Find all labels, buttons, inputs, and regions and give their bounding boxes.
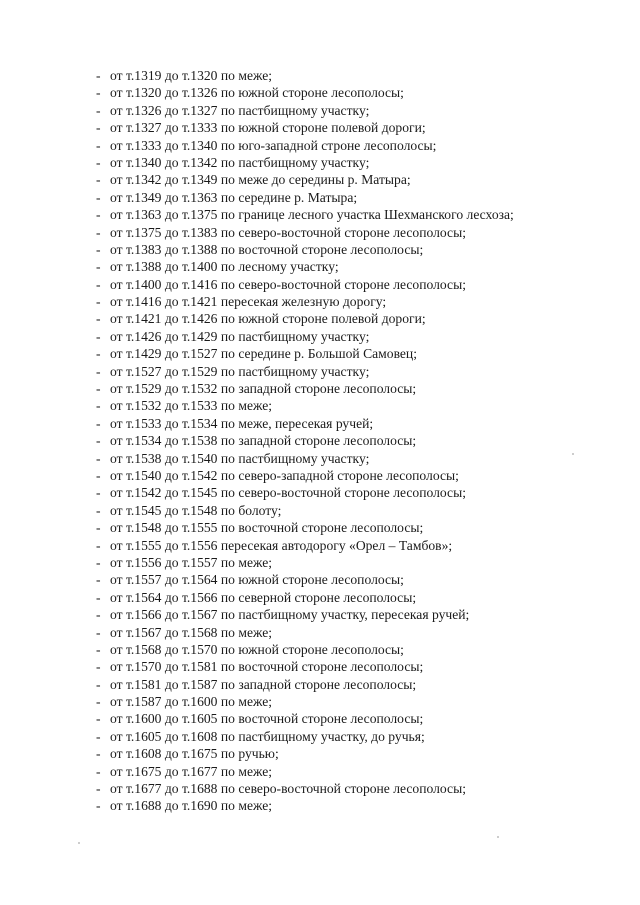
list-item [96, 624, 514, 641]
list-item-text: от т.1400 до т.1416 по северо-восточной стороне лесополосы; [110, 276, 466, 292]
list-item [96, 206, 514, 223]
list-bullet: - [96, 137, 101, 153]
list-item-text: от т.1327 до т.1333 по южной стороне полевой дороги; [110, 120, 426, 136]
list-item [96, 554, 514, 571]
list-item-text: от т.1568 до т.1570 по южной стороне лесополосы; [110, 641, 404, 657]
list-item-text: от т.1383 до т.1388 по восточной стороне лесополосы; [110, 241, 424, 257]
list-bullet: - [96, 711, 101, 727]
list-item [96, 397, 514, 414]
list-item-text: от т.1675 до т.1677 по меже; [110, 763, 273, 779]
list-item-text: от т.1527 до т.1529 по пастбищному участку; [110, 363, 370, 379]
list-bullet: - [96, 259, 101, 275]
list-item-text: от т.1540 до т.1542 по северо-западной стороне лесополосы; [110, 467, 459, 483]
list-item-text: от т.1532 до т.1533 по меже; [110, 398, 273, 414]
list-item-text: от т.1555 до т.1556 пересекая автодорогу «Орел – Тамбов»; [110, 537, 453, 553]
list-item [96, 693, 514, 710]
list-item [96, 467, 514, 484]
list-item-text: от т.1677 до т.1688 по северо-восточной стороне лесополосы; [110, 781, 466, 797]
list-item-text: от т.1538 до т.1540 по пастбищному участку; [110, 450, 370, 466]
list-bullet: - [96, 224, 101, 240]
list-bullet: - [96, 728, 101, 744]
list-item [96, 380, 514, 397]
list-bullet: - [96, 415, 101, 431]
list-item-text: от т.1570 до т.1581 по восточной стороне лесополосы; [110, 659, 424, 675]
list-bullet: - [96, 554, 101, 570]
list-item [96, 67, 514, 84]
list-bullet: - [96, 189, 101, 205]
list-bullet: - [96, 85, 101, 101]
list-item [96, 137, 514, 154]
list-item-text: от т.1581 до т.1587 по западной стороне лесополосы; [110, 676, 417, 692]
list-item-text: от т.1566 до т.1567 по пастбищному участку, пересекая ручей; [110, 607, 470, 623]
list-bullet: - [96, 624, 101, 640]
list-item-text: от т.1421 до т.1426 по южной стороне полевой дороги; [110, 311, 426, 327]
list-item-text: от т.1388 до т.1400 по лесному участку; [110, 259, 339, 275]
list-item [96, 537, 514, 554]
list-item-text: от т.1564 до т.1566 по северной стороне лесополосы; [110, 589, 417, 605]
list-bullet: - [96, 485, 101, 501]
list-item [96, 658, 514, 675]
list-item [96, 502, 514, 519]
list-item [96, 310, 514, 327]
boundary-segment-list [96, 67, 514, 815]
list-item-text: от т.1605 до т.1608 по пастбищному участку, до ручья; [110, 728, 425, 744]
scan-speck [78, 842, 80, 844]
list-item-text: от т.1608 до т.1675 по ручью; [110, 746, 279, 762]
list-item [96, 363, 514, 380]
list-bullet: - [96, 572, 101, 588]
list-item-text: от т.1416 до т.1421 пересекая железную дорогу; [110, 294, 387, 310]
list-item [96, 450, 514, 467]
list-bullet: - [96, 607, 101, 623]
list-item-text: от т.1600 до т.1605 по восточной стороне лесополосы; [110, 711, 424, 727]
list-item [96, 224, 514, 241]
list-item-text: от т.1529 до т.1532 по западной стороне лесополосы; [110, 381, 417, 397]
list-item-text: от т.1326 до т.1327 по пастбищному участку; [110, 102, 370, 118]
list-bullet: - [96, 154, 101, 170]
list-bullet: - [96, 659, 101, 675]
list-item-text: от т.1349 до т.1363 по середине р. Матыра; [110, 189, 358, 205]
list-item-text: от т.1429 до т.1527 по середине р. Большой Самовец; [110, 346, 417, 362]
list-item [96, 606, 514, 623]
list-item [96, 293, 514, 310]
list-item [96, 345, 514, 362]
list-bullet: - [96, 502, 101, 518]
list-bullet: - [96, 346, 101, 362]
list-item [96, 728, 514, 745]
list-item [96, 102, 514, 119]
list-bullet: - [96, 311, 101, 327]
list-item [96, 84, 514, 101]
list-item-text: от т.1542 до т.1545 по северо-восточной стороне лесополосы; [110, 485, 466, 501]
list-bullet: - [96, 467, 101, 483]
scan-speck [572, 453, 574, 455]
list-item-text: от т.1587 до т.1600 по меже; [110, 694, 273, 710]
list-bullet: - [96, 68, 101, 83]
list-item [96, 328, 514, 345]
list-item [96, 432, 514, 449]
list-bullet: - [96, 363, 101, 379]
list-item [96, 171, 514, 188]
list-item [96, 189, 514, 206]
list-item-text: от т.1342 до т.1349 по меже до середины р. Матыра; [110, 172, 411, 188]
list-item-text: от т.1340 до т.1342 по пастбищному участку; [110, 154, 370, 170]
list-item-text: от т.1567 до т.1568 по меже; [110, 624, 273, 640]
list-item-text: от т.1426 до т.1429 по пастбищному участку; [110, 328, 370, 344]
list-bullet: - [96, 798, 101, 814]
list-item [96, 710, 514, 727]
list-item-text: от т.1545 до т.1548 по болоту; [110, 502, 282, 518]
list-item [96, 763, 514, 780]
list-bullet: - [96, 676, 101, 692]
list-item-text: от т.1548 до т.1555 по восточной стороне лесополосы; [110, 520, 424, 536]
list-item [96, 780, 514, 797]
list-bullet: - [96, 589, 101, 605]
list-bullet: - [96, 294, 101, 310]
list-bullet: - [96, 328, 101, 344]
list-item [96, 119, 514, 136]
list-bullet: - [96, 207, 101, 223]
list-item [96, 258, 514, 275]
list-item-text: от т.1363 до т.1375 по границе лесного участка Шехманского лесхоза; [110, 207, 514, 223]
list-item-text: от т.1320 до т.1326 по южной стороне лесополосы; [110, 85, 404, 101]
list-item-text: от т.1333 до т.1340 по юго-западной строне лесополосы; [110, 137, 437, 153]
list-bullet: - [96, 433, 101, 449]
list-bullet: - [96, 381, 101, 397]
list-item-text: от т.1556 до т.1557 по меже; [110, 554, 273, 570]
list-item-text: от т.1319 до т.1320 по меже; [110, 68, 273, 83]
list-item [96, 676, 514, 693]
list-item-text: от т.1534 до т.1538 по западной стороне лесополосы; [110, 433, 417, 449]
list-item-text: от т.1688 до т.1690 по меже; [110, 798, 273, 814]
list-bullet: - [96, 781, 101, 797]
list-item [96, 241, 514, 258]
list-item [96, 797, 514, 814]
list-item [96, 484, 514, 501]
scan-speck [497, 836, 499, 838]
list-item [96, 641, 514, 658]
list-bullet: - [96, 694, 101, 710]
list-item [96, 276, 514, 293]
list-item-text: от т.1533 до т.1534 по меже, пересекая ручей; [110, 415, 374, 431]
list-item-text: от т.1557 до т.1564 по южной стороне лесополосы; [110, 572, 404, 588]
list-bullet: - [96, 241, 101, 257]
list-bullet: - [96, 276, 101, 292]
list-bullet: - [96, 450, 101, 466]
list-bullet: - [96, 172, 101, 188]
list-bullet: - [96, 120, 101, 136]
list-bullet: - [96, 520, 101, 536]
list-item [96, 745, 514, 762]
list-item [96, 519, 514, 536]
list-bullet: - [96, 398, 101, 414]
list-bullet: - [96, 102, 101, 118]
list-bullet: - [96, 746, 101, 762]
list-bullet: - [96, 537, 101, 553]
list-item [96, 571, 514, 588]
list-item [96, 589, 514, 606]
list-item [96, 154, 514, 171]
list-bullet: - [96, 641, 101, 657]
list-bullet: - [96, 763, 101, 779]
list-item-text: от т.1375 до т.1383 по северо-восточной стороне лесополосы; [110, 224, 466, 240]
list-item [96, 415, 514, 432]
